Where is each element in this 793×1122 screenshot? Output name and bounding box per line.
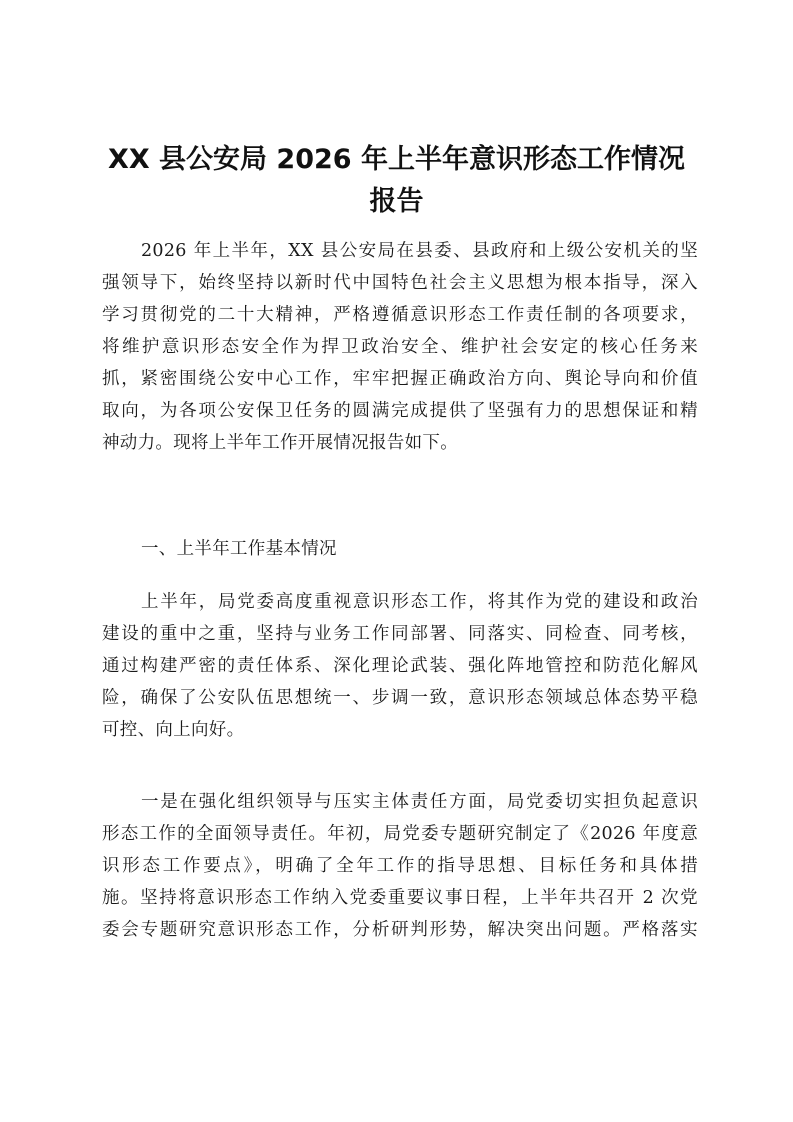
paragraph-line: 险，确保了公安队伍思想统一、步调一致，意识形态领域总体态势平稳 bbox=[102, 688, 698, 708]
section-heading-text: 一、上半年工作基本情况 bbox=[141, 539, 337, 559]
paragraph-line: 取向，为各项公安保卫任务的圆满完成提供了坚强有力的思想保证和精 bbox=[102, 401, 698, 421]
paragraph-line: 上半年，局党委高度重视意识形态工作，将其作为党的建设和政治 bbox=[141, 592, 698, 612]
paragraph-line: 2026 年上半年，XX 县公安局在县委、县政府和上级公安机关的坚 bbox=[141, 241, 698, 261]
paragraph-intro bbox=[102, 235, 698, 459]
document-title-line-1: XX 县公安局 2026 年上半年意识形态工作情况 bbox=[108, 144, 685, 175]
paragraph-line: 施。坚持将意识形态工作纳入党委重要议事日程，上半年共召开 2 次党 bbox=[102, 888, 698, 908]
paragraph-line: 一是在强化组织领导与压实主体责任方面，局党委切实担负起意识 bbox=[141, 792, 698, 812]
paragraph-line: 抓，紧密围绕公安中心工作，牢牢把握正确政治方向、舆论导向和价值 bbox=[102, 369, 698, 389]
paragraph-line: 委会专题研究意识形态工作，分析研判形势，解决突出问题。严格落实 bbox=[102, 920, 698, 940]
paragraph-line: 将维护意识形态安全作为捍卫政治安全、维护社会安定的核心任务来 bbox=[102, 337, 698, 357]
paragraph-line: 可控、向上向好。 bbox=[102, 720, 245, 740]
section-heading bbox=[102, 533, 698, 565]
paragraph-line: 学习贯彻党的二十大精神，严格遵循意识形态工作责任制的各项要求， bbox=[102, 305, 698, 325]
paragraph-line: 建设的重中之重，坚持与业务工作同部署、同落实、同检查、同考核， bbox=[102, 624, 698, 644]
paragraph-leadership bbox=[102, 786, 698, 946]
paragraph-line: 识形态工作要点》，明确了全年工作的指导思想、目标任务和具体措 bbox=[102, 856, 698, 876]
document-title-line-2: 报告 bbox=[369, 186, 424, 217]
paragraph-line: 形态工作的全面领导责任。年初，局党委专题研究制定了《2026 年度意 bbox=[102, 824, 698, 844]
paragraph-line: 通过构建严密的责任体系、深化理论武装、强化阵地管控和防范化解风 bbox=[102, 656, 698, 676]
paragraph-line: 强领导下，始终坚持以新时代中国特色社会主义思想为根本指导，深入 bbox=[102, 273, 698, 293]
paragraph-overview bbox=[102, 586, 698, 746]
paragraph-line: 神动力。现将上半年工作开展情况报告如下。 bbox=[102, 433, 458, 453]
